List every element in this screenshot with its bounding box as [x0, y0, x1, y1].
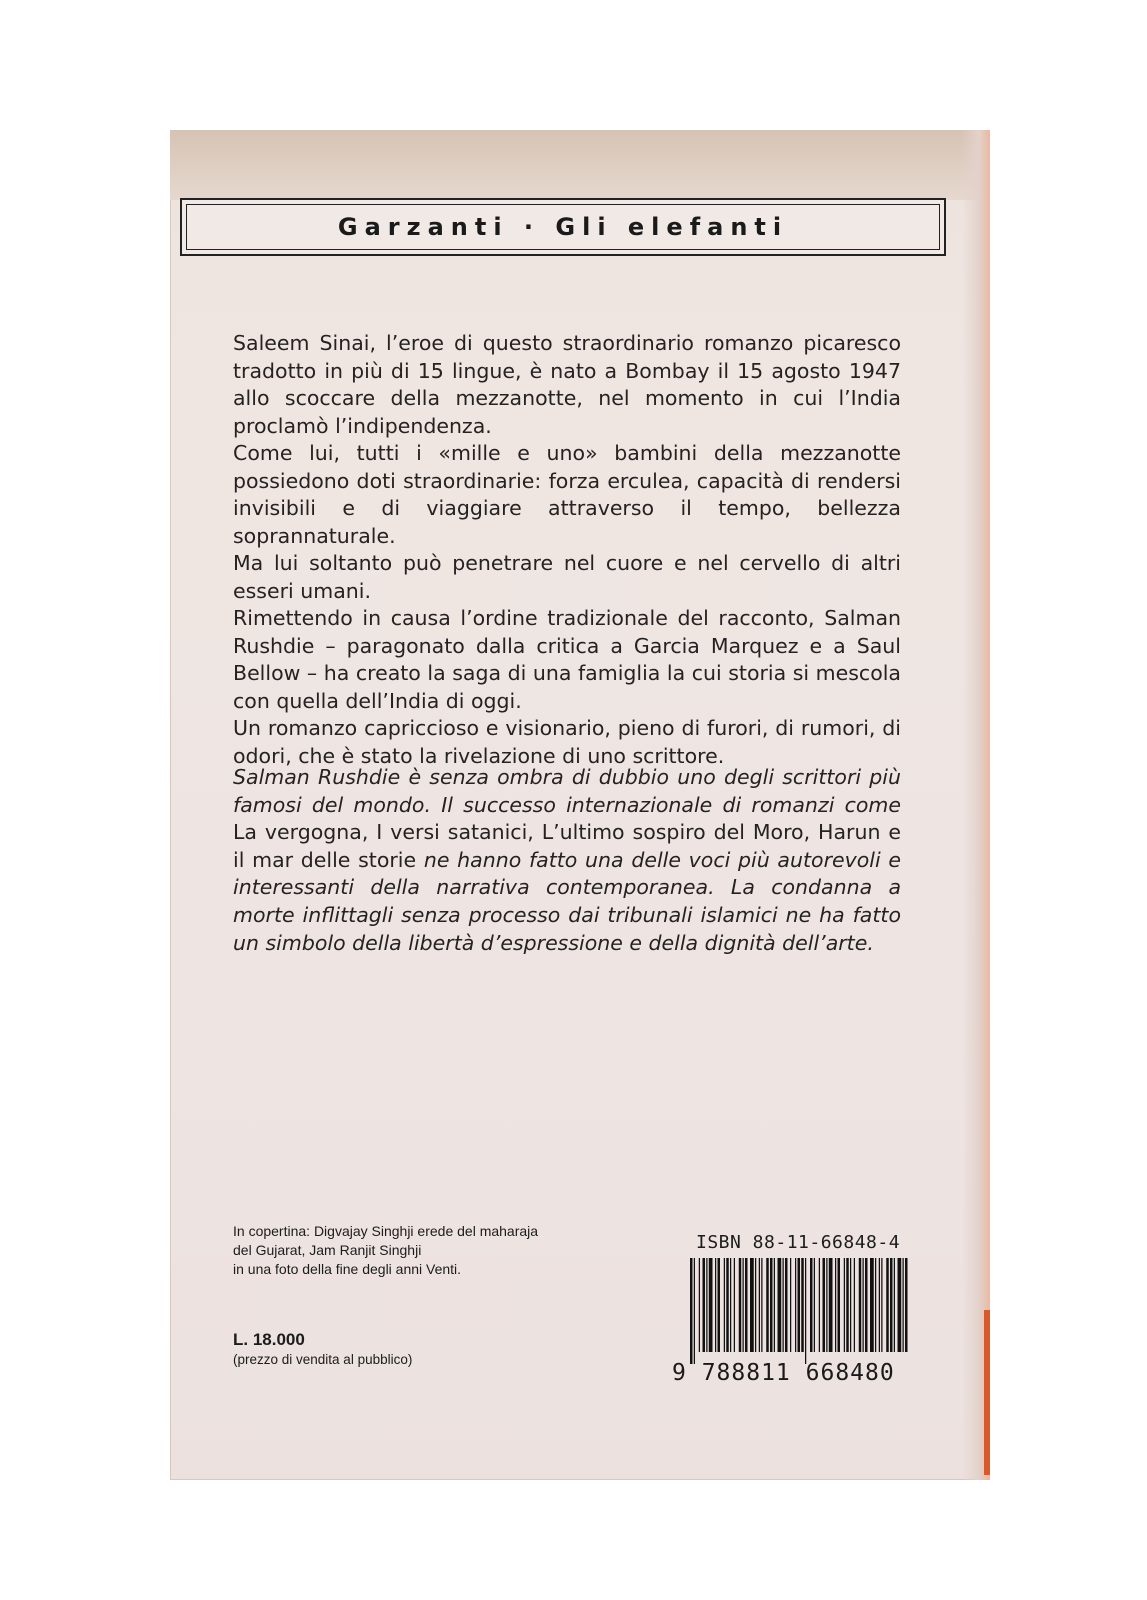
blurb-paragraph: Ma lui soltanto può penetrare nel cuore e nel cervello di altri esseri umani. — [233, 551, 901, 603]
book-top-edge — [170, 130, 990, 200]
cover-credit — [233, 1222, 573, 1279]
bio-book-titles: La vergogna, I versi satanici, L’ultimo sospiro del Moro, Harun e il mar delle storie — [233, 820, 901, 872]
credit-line: In copertina: Digvajay Singhji erede del maharaja — [233, 1223, 539, 1239]
price-note: (prezzo di vendita al pubblico) — [233, 1352, 413, 1367]
book-edge-stripe — [984, 1310, 990, 1475]
price: L. 18.000 — [233, 1330, 305, 1349]
credit-line: in una foto della fine degli anni Venti. — [233, 1261, 462, 1277]
book-page-edge — [962, 130, 990, 1480]
barcode-image — [688, 1258, 908, 1364]
series-title: Garzanti · Gli elefanti — [337, 213, 789, 241]
blurb-paragraph: Saleem Sinai, l’eroe di questo straordinario romanzo picaresco tradotto in più di 15 lingue, è nato a Bombay il 15 agosto 1947 allo scoccare della mezzanotte, nel momento in cui l’India proclamò l’indipendenza. — [233, 331, 901, 438]
credit-line: del Gujarat, Jam Ranjit Singhji — [233, 1242, 422, 1258]
series-banner — [180, 198, 946, 256]
barcode-digits: 9 788811 668480 — [672, 1360, 895, 1386]
bio-text: ne hanno fatto una delle voci più autorevoli e interessanti della narrativa contemporanea. La condanna a morte inflittagli senza processo dai tribunali islamici ne ha fatto un simbolo della libertà d’espressione e della dignità dell’arte. — [233, 847, 901, 955]
blurb-paragraph: Un romanzo capriccioso e visionario, pieno di furori, di rumori, di odori, che è stato la rivelazione di uno scrittore. — [233, 716, 901, 768]
isbn-label: ISBN 88-11-66848-4 — [696, 1232, 901, 1253]
author-bio — [233, 764, 901, 957]
blurb-text — [233, 330, 901, 770]
blurb-paragraph: Rimettendo in causa l’ordine tradizionale del racconto, Salman Rushdie – paragonato dalla critica a Garcia Marquez e a Saul Bellow – ha creato la saga di una famiglia la cui storia si mescola con quella dell’India di oggi. — [233, 606, 901, 713]
bio-text: Salman Rushdie è senza ombra di dubbio uno degli scrittori più famosi del mondo. Il successo internazionale di romanzi come — [233, 765, 901, 817]
blurb-paragraph: Come lui, tutti i «mille e uno» bambini della mezzanotte possiedono doti straordinarie: forza erculea, capacità di rendersi invisibili e di viaggiare attraverso il tempo, bellezza soprannaturale. — [233, 441, 901, 548]
